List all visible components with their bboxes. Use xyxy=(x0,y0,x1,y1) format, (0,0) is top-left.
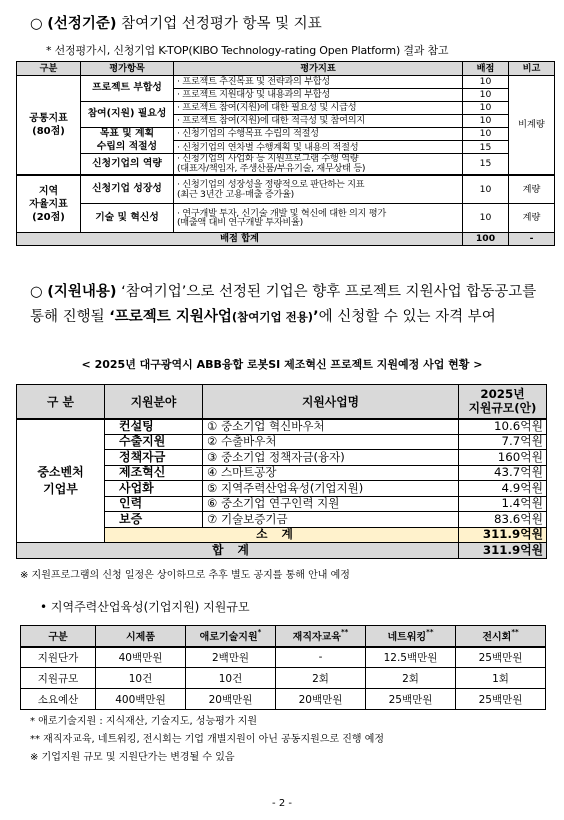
table-cell: 20백만원 xyxy=(276,689,366,710)
table-row xyxy=(17,419,547,435)
field-cell: 사업화 xyxy=(105,481,203,497)
table-row xyxy=(17,128,555,141)
indicator: · 프로젝트 추진목표 및 전략과의 부합성 xyxy=(174,76,463,89)
table-cell: 12.5백만원 xyxy=(366,647,456,668)
col-header: 구 분 xyxy=(17,385,105,419)
support-quote-end: ’ xyxy=(313,309,319,325)
bullet-dot: • xyxy=(40,600,48,614)
support-bold: (지원내용) xyxy=(47,284,117,300)
eval-item: 목표 및 계획 수립의 적절성 xyxy=(81,128,174,154)
amount-cell: 160억원 xyxy=(459,450,547,466)
table-row xyxy=(21,668,546,689)
row-label: 소요예산 xyxy=(21,689,96,710)
indicator: · 프로젝트 참여(지원)에 대한 적극성 및 참여의지 xyxy=(174,115,463,128)
table-cell: 20백만원 xyxy=(186,689,276,710)
total-label: 합계 xyxy=(17,543,459,559)
table-cell: 400백만원 xyxy=(96,689,186,710)
table-row xyxy=(17,175,555,204)
table-row xyxy=(17,76,555,89)
total-label: 배점 합계 xyxy=(17,233,463,246)
program-cell: ⑤ 지역주력산업육성(기업지원) xyxy=(203,481,459,497)
eval-item: 참여(지원) 필요성 xyxy=(81,102,174,128)
indicator: · 프로젝트 지원대상 및 내용과의 부합성 xyxy=(174,89,463,102)
table-row xyxy=(17,102,555,115)
table-cell: 25백만원 xyxy=(366,689,456,710)
scale-table xyxy=(20,625,546,710)
field-cell: 보증 xyxy=(105,512,203,528)
col-header-label: 구분 xyxy=(48,632,68,644)
ministry-label: 중소벤처 기업부 xyxy=(17,419,105,543)
score: 15 xyxy=(463,141,509,154)
col-header-label: 애로기술지원 xyxy=(199,632,258,644)
col-header xyxy=(186,626,276,647)
section1-heading xyxy=(30,12,322,33)
col-header: 지원분야 xyxy=(105,385,203,419)
footnote-mark: ** xyxy=(340,628,349,637)
table-cell: 2회 xyxy=(276,668,366,689)
remark: 계량 xyxy=(509,175,555,204)
indicator: · 연구개발 투자, 신기술 개발 및 혁신에 대한 의지 평가 (매출액 대비 연구개발 투자비율) xyxy=(174,204,463,233)
remark: 계량 xyxy=(509,204,555,233)
col-header-label: 네트워킹 xyxy=(387,632,427,644)
footnote-mark: * xyxy=(257,628,262,637)
eval-item: 신청기업 성장성 xyxy=(81,175,174,204)
score: 10 xyxy=(463,76,509,89)
heading-text: 참여기업 선정평가 항목 및 지표 xyxy=(116,16,322,32)
col-header-label: 재직자교육 xyxy=(292,632,341,644)
table-cell: - xyxy=(276,647,366,668)
col-header: 지원사업명 xyxy=(203,385,459,419)
indicator: · 신청기업의 사업화 등 지원프로그램 수행 역량 (대표자/책임자, 주생산품/부유기술, 재무상태 등) xyxy=(174,154,463,175)
score: 15 xyxy=(463,154,509,175)
total-row xyxy=(17,233,555,246)
bullet-circle: ○ xyxy=(30,16,43,32)
table-cell: 10건 xyxy=(186,668,276,689)
program-cell: ④ 스마트공장 xyxy=(203,465,459,481)
program-cell: ⑦ 기술보증기금 xyxy=(203,512,459,528)
evaluation-table xyxy=(16,61,555,246)
col-header-year: 2025년 xyxy=(480,386,525,401)
col-header: 평가지표 xyxy=(174,62,463,76)
amount-cell: 1.4억원 xyxy=(459,496,547,512)
scale-heading xyxy=(40,598,250,615)
table-cell: 40백만원 xyxy=(96,647,186,668)
remark: 비계량 xyxy=(509,76,555,175)
row-label: 지원규모 xyxy=(21,668,96,689)
total-amount: 311.9억원 xyxy=(459,543,547,559)
footnote-mark: ** xyxy=(426,628,434,637)
table-cell: 2회 xyxy=(366,668,456,689)
col-header: 평가항목 xyxy=(81,62,174,76)
table-header-row xyxy=(17,385,547,419)
amount-cell: 4.9억원 xyxy=(459,481,547,497)
heading-bold: (선정기준) xyxy=(47,16,117,32)
row-label: 지원단가 xyxy=(21,647,96,668)
total-remark: - xyxy=(509,233,555,246)
page-number: - 2 - xyxy=(272,798,292,809)
col-header xyxy=(459,385,547,419)
footnote-mark: ** xyxy=(511,628,519,637)
indicator: · 프로젝트 참여(지원)에 대한 필요성 및 시급성 xyxy=(174,102,463,115)
col-header xyxy=(276,626,366,647)
eval-item: 프로젝트 부합성 xyxy=(81,76,174,102)
program-cell: ② 수출바우처 xyxy=(203,434,459,450)
indicator: · 신청기업의 성장성을 정량적으로 판단하는 지표 (최근 3년간 고용·매출 증가율) xyxy=(174,175,463,204)
field-cell: 컨설팅 xyxy=(105,419,203,435)
col-header-label: 전시회 xyxy=(482,632,512,644)
score: 10 xyxy=(463,204,509,233)
field-cell: 정책자금 xyxy=(105,450,203,466)
amount-cell: 10.6억원 xyxy=(459,419,547,435)
amount-cell: 83.6억원 xyxy=(459,512,547,528)
footnote: ※ 기업지원 규모 및 지원단가는 변경될 수 있음 xyxy=(30,752,235,763)
bullet-circle: ○ xyxy=(30,284,43,300)
field-cell: 인력 xyxy=(105,496,203,512)
program-cell: ⑥ 중소기업 연구인력 지원 xyxy=(203,496,459,512)
eval-item: 신청기업의 역량 xyxy=(81,154,174,175)
program-cell: ③ 중소기업 정책자금(융자) xyxy=(203,450,459,466)
col-header: 구분 xyxy=(17,62,81,76)
ktop-note: * 선정평가시, 신청기업 K-TOP(KIBO Technology-rating Open Platform) 결과 참고 xyxy=(46,44,449,57)
col-header-label: 시제품 xyxy=(126,632,155,644)
amount-cell: 43.7억원 xyxy=(459,465,547,481)
support-paragraph xyxy=(30,280,554,330)
total-score: 100 xyxy=(463,233,509,246)
table-header-row xyxy=(21,626,546,647)
col-header xyxy=(21,626,96,647)
table-cell: 10건 xyxy=(96,668,186,689)
program-caption: < 2025년 대구광역시 ABB융합 로봇SI 제조혁신 프로젝트 지원예정 사업 현황 > xyxy=(81,358,483,371)
support-project-name: ‘프로젝트 지원사업 xyxy=(109,309,232,325)
group-label: 공통지표 (80점) xyxy=(17,76,81,175)
table-cell: 25백만원 xyxy=(456,647,546,668)
scale-heading-text: 지역주력산업육성(기업지원) 지원규모 xyxy=(47,600,250,614)
table-cell: 2백만원 xyxy=(186,647,276,668)
score: 10 xyxy=(463,115,509,128)
support-text: ‘참여기업’으로 선정된 기업은 향후 프로젝트 지원사업 합동공고를 통해 진행될 xyxy=(30,284,537,325)
col-header xyxy=(96,626,186,647)
table-header-row xyxy=(17,62,555,76)
field-cell: 제조혁신 xyxy=(105,465,203,481)
group-label: 지역 자율지표 (20점) xyxy=(17,175,81,233)
table-row xyxy=(17,204,555,233)
program-table xyxy=(16,384,547,559)
footnote: ** 재직자교육, 네트워킹, 전시회는 기업 개별지원이 아닌 공동지원으로 진행 예정 xyxy=(30,734,385,745)
eval-item: 기술 및 혁신성 xyxy=(81,204,174,233)
total-row xyxy=(17,543,547,559)
indicator: · 신청기업의 수행목표 수립의 적절성 xyxy=(174,128,463,141)
score: 10 xyxy=(463,175,509,204)
schedule-note: ※ 지원프로그램의 신청 일정은 상이하므로 추후 별도 공지를 통해 안내 예정 xyxy=(20,570,350,581)
support-text-end: 에 신청할 수 있는 자격 부여 xyxy=(318,309,496,325)
table-cell: 25백만원 xyxy=(456,689,546,710)
program-cell: ① 중소기업 혁신바우처 xyxy=(203,419,459,435)
footnotes xyxy=(30,713,384,767)
table-cell: 1회 xyxy=(456,668,546,689)
table-row xyxy=(21,689,546,710)
col-header xyxy=(366,626,456,647)
subtotal-label: 소계 xyxy=(105,527,459,543)
footnote: * 애로기술지원 : 지식재산, 기술지도, 성능평가 지원 xyxy=(30,716,257,727)
col-header-scale: 지원규모(안) xyxy=(468,401,537,416)
amount-cell: 7.7억원 xyxy=(459,434,547,450)
score: 10 xyxy=(463,102,509,115)
col-header: 배점 xyxy=(463,62,509,76)
field-cell: 수출지원 xyxy=(105,434,203,450)
table-row xyxy=(21,647,546,668)
col-header: 비고 xyxy=(509,62,555,76)
indicator: · 신청기업의 연차별 수행계획 및 내용의 적절성 xyxy=(174,141,463,154)
subtotal-amount: 311.9억원 xyxy=(459,527,547,543)
col-header xyxy=(456,626,546,647)
support-project-qualifier: (참여기업 전용) xyxy=(231,310,314,324)
score: 10 xyxy=(463,128,509,141)
score: 10 xyxy=(463,89,509,102)
